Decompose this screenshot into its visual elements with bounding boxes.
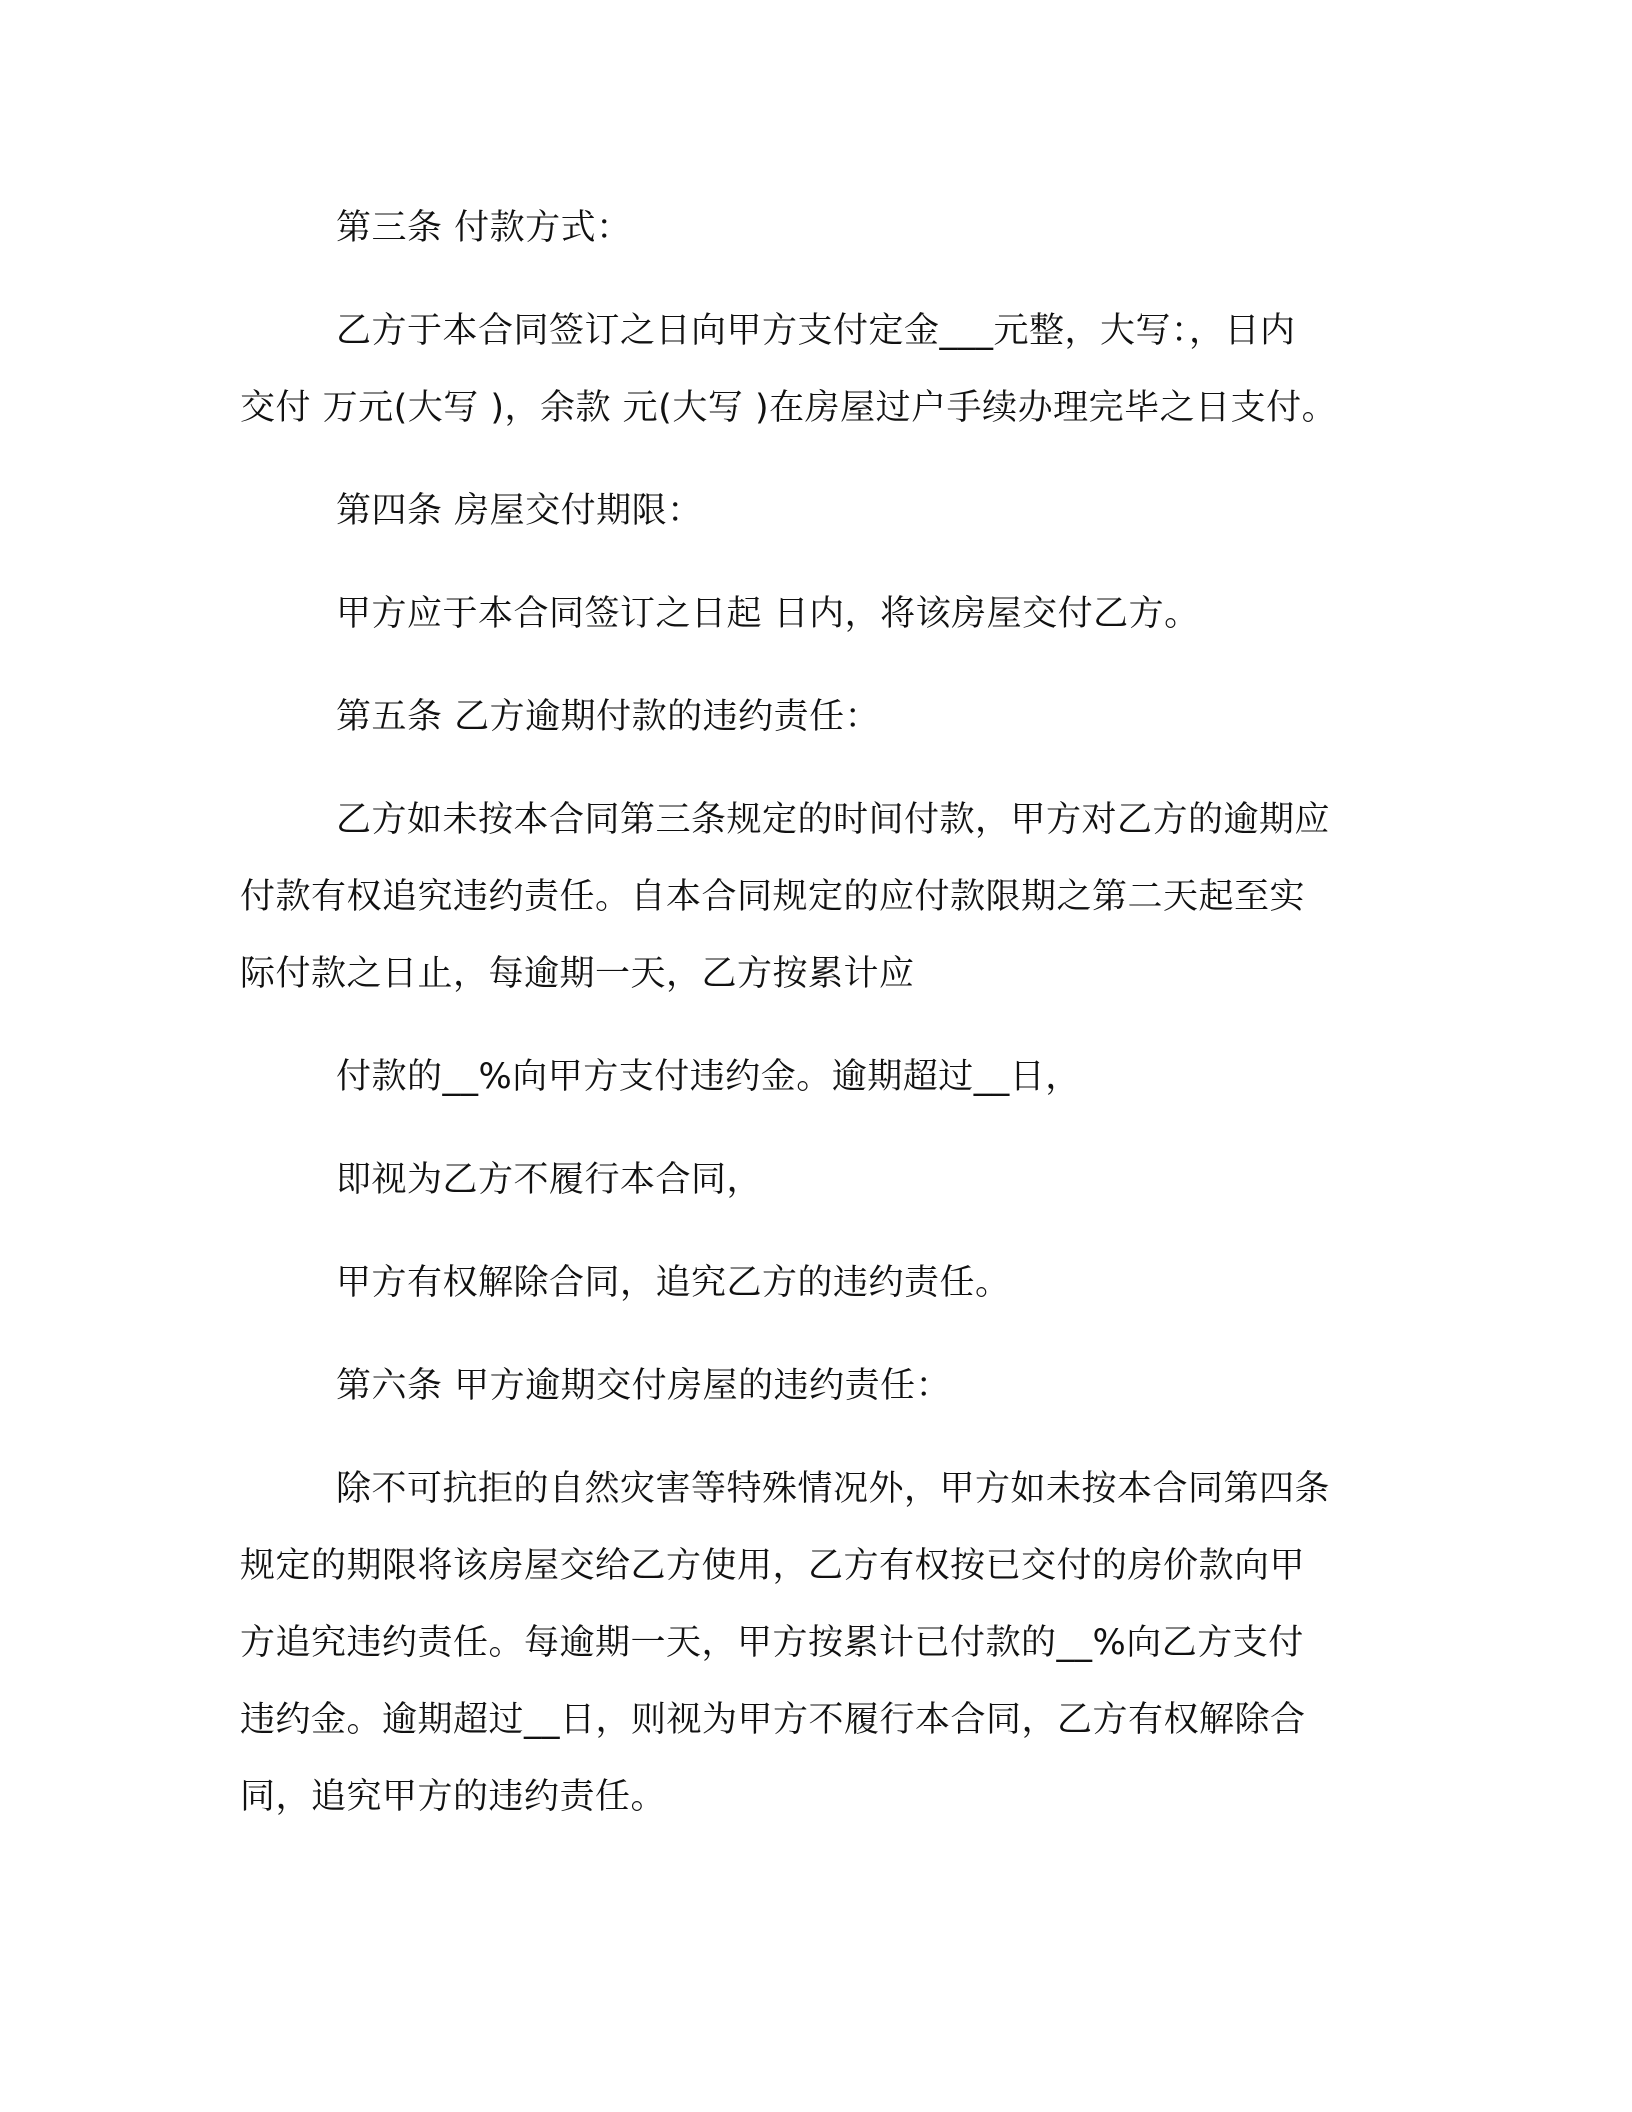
article-5-body-paragraph-1: 乙方如未按本合同第三条规定的时间付款，甲方对乙方的逾期应 付款有权追究违约责任。自本合同规定的应付款限期之第二天起至实 际付款之日止，每逾期一天，乙方按累计应 [240, 800, 1331, 994]
article-5-heading: 第五条 乙方逾期付款的违约责任： [336, 697, 881, 737]
article-4-body: 甲方应于本合同签订之日起 日内，将该房屋交付乙方。 [336, 594, 1200, 634]
article-3-body: 乙方于本合同签订之日向甲方支付定金___元整，大写：，日内 交付 万元(大写 )，余款 元(大写 )在房屋过户手续办理完毕之日支付。 [240, 311, 1338, 428]
article-6-body: 除不可抗拒的自然灾害等特殊情况外，甲方如未按本合同第四条 规定的期限将该房屋交给乙方使用，乙方有权按已交付的房价款向甲 方追究违约责任。每逾期一天，甲方按累计已付款的__%向乙方支付 违约金。逾期超过__日，则视为甲方不履行本合同，乙方有权解除合 同，追究甲方的违约责任。 [240, 1469, 1331, 1817]
article-4-heading: 第四条 房屋交付期限： [336, 491, 703, 531]
article-3-heading: 第三条 付款方式： [336, 208, 632, 248]
article-5-body-paragraph-3: 即视为乙方不履行本合同， [336, 1160, 763, 1200]
article-5-body-paragraph-2: 付款的__%向甲方支付违约金。逾期超过__日， [336, 1057, 1081, 1097]
article-5-body-paragraph-4: 甲方有权解除合同，追究乙方的违约责任。 [336, 1263, 1011, 1303]
article-6-heading: 第六条 甲方逾期交付房屋的违约责任： [336, 1366, 952, 1406]
document-page [240, 190, 1390, 1836]
